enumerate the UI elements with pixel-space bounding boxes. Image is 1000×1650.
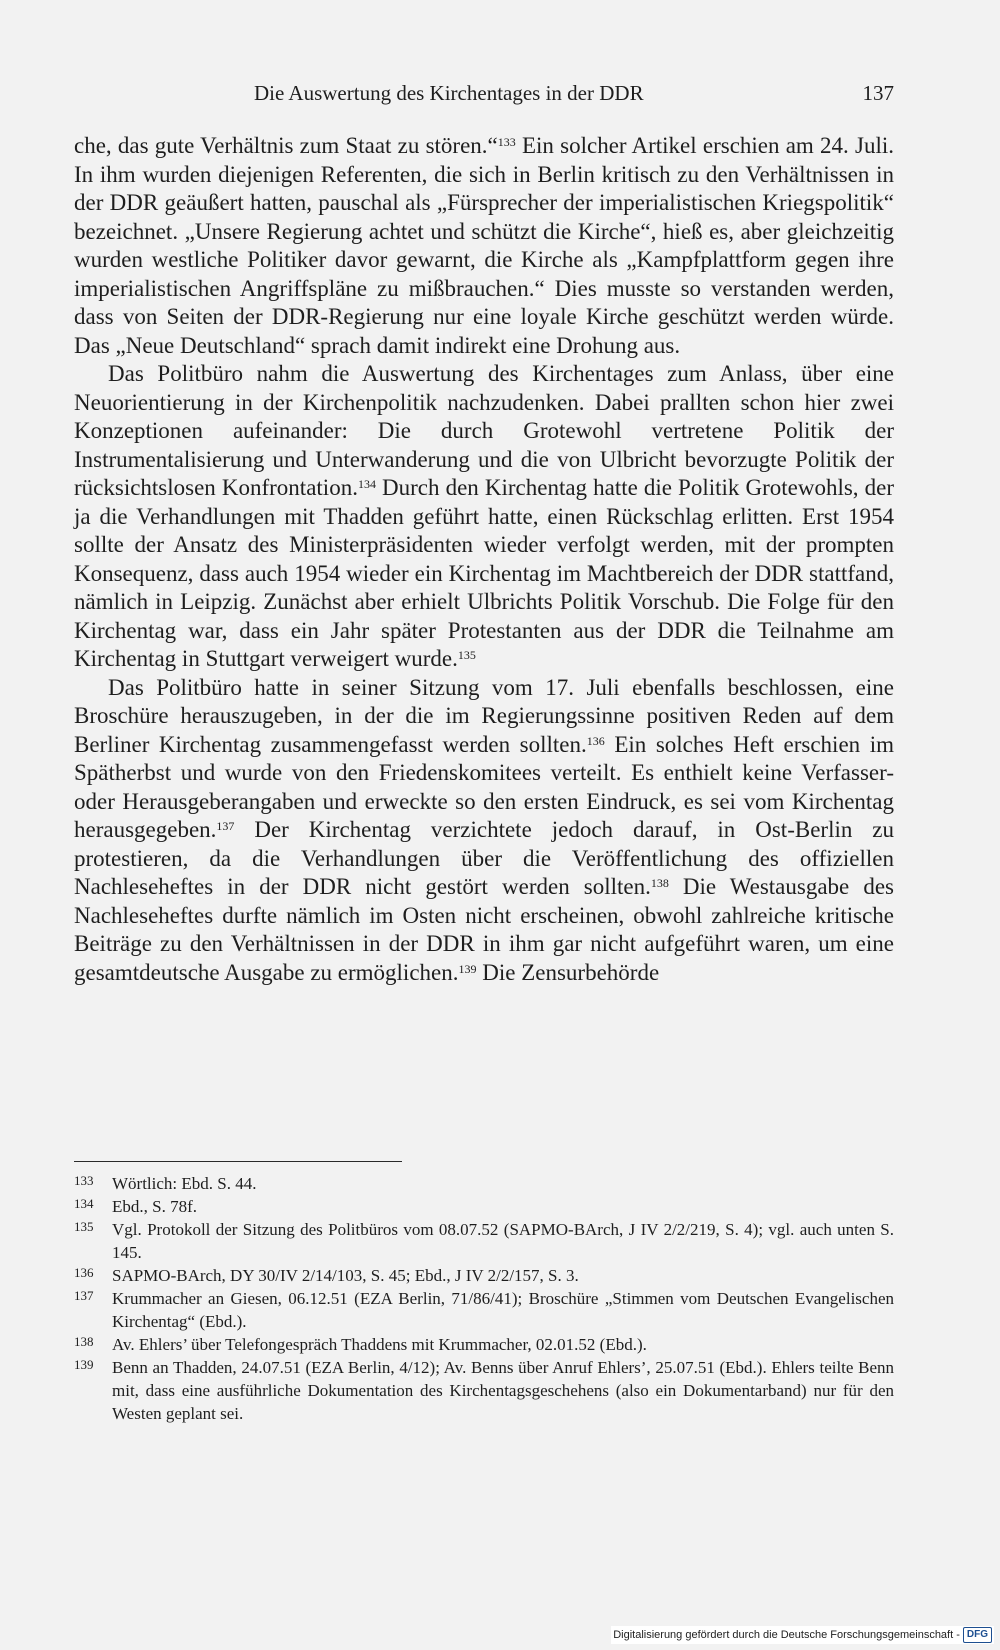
footnote-133 (74, 1172, 894, 1195)
paragraph-1-text-a: che, das gute Verhältnis zum Staat zu stören.“ (74, 133, 498, 158)
footnote-137 (74, 1287, 894, 1333)
footnote-number: 134 (74, 1196, 94, 1211)
page-number: 137 (862, 81, 894, 105)
footnote-number: 135 (74, 1219, 94, 1234)
paragraph-3-text-b: Ein solches Heft erschien im Spätherbst und wurde von den Friedenskomitees verteilt. Es enthielt keine Verfasser- oder Herausgeberangaben und erweckte so den ersten Eindruck, es sei vom Kirchentag herausgegeben. (74, 731, 894, 842)
footnote-134 (74, 1195, 894, 1218)
paragraph-3-text-c: Der Kirchentag verzichtete jedoch darauf, in Ost-Berlin zu protestieren, da die Verhandlungen über die Veröffentlichung des offiziellen Nachleseheftes in der DDR nicht gestört werden sollten. (74, 817, 894, 899)
paragraph-2-text-a: Das Politbüro nahm die Auswertung des Kirchentages zum Anlass, über eine Neuorientierung in der Kirchenpolitik nachzudenken. Dabei prallten schon hier zwei Konzeptionen aufeinander: Die durch Grotewohl vertretene Politik der Instrumentalisierung und Unterwanderung und die von Ulbricht bevorzugte Politik der rücksichtslosen Konfrontation. (74, 361, 894, 500)
footnote-text: Krummacher an Giesen, 06.12.51 (EZA Berlin, 71/86/41); Broschüre „Stimmen vom Deutschen Evangelischen Kirchentag“ (Ebd.). (112, 1289, 894, 1331)
footnote-ref-137: 137 (216, 819, 235, 833)
dfg-logo: DFG (963, 1627, 992, 1643)
footnote-number: 136 (74, 1265, 94, 1280)
footnote-ref-139: 139 (458, 961, 477, 976)
footnote-text: SAPMO-BArch, DY 30/IV 2/14/103, S. 45; Ebd., J IV 2/2/157, S. 3. (112, 1266, 579, 1285)
footnote-136 (74, 1264, 894, 1287)
paragraph-2-text-b: Durch den Kirchentag hatte die Politik Grotewohls, der ja die Verhandlungen mit Thadden geführt hatte, einen Rückschlag erlitten. Erst 1954 sollte der Ansatz des Ministerpräsidenten wieder verfolgt werden, mit der prompten Konsequenz, dass auch 1954 wieder ein Kirchentag im Machtbereich der DDR stattfand, nämlich in Leipzig. Zunächst aber erhielt Ulbrichts Politik Vorschub. Die Folge für den Kirchentag war, dass ein Jahr später Protestanten aus der DDR die Teilnahme am Kirchentag in Stuttgart verweigert wurde. (74, 475, 894, 671)
footnote-text: Benn an Thadden, 24.07.51 (EZA Berlin, 4/12); Av. Benns über Anruf Ehlers’, 25.07.51 (Ebd.). Ehlers teilte Benn mit, dass eine ausführliche Dokumentation des Kirchentagsgeschehens (also ein Dokumentarband) nur für den Westen geplant sei. (112, 1358, 894, 1423)
footnote-number: 133 (74, 1173, 94, 1188)
footnote-divider (74, 1161, 402, 1162)
running-head (74, 76, 894, 110)
paragraph-3-text-a: Das Politbüro hatte in seiner Sitzung vom 17. Juli ebenfalls beschlossen, eine Broschüre herauszugeben, in der die im Regierungssinne positiven Reden auf dem Berliner Kirchentag zusammengefasst werden sollten. (74, 674, 894, 757)
running-title: Die Auswertung des Kirchentages in der DDR (254, 81, 644, 105)
footnote-text: Wörtlich: Ebd. S. 44. (112, 1174, 257, 1193)
body-text (74, 132, 894, 987)
footnote-ref-135: 135 (457, 648, 476, 662)
footnote-ref-138: 138 (650, 876, 669, 890)
footnote-text: Av. Ehlers’ über Telefongespräch Thaddens mit Krummacher, 02.01.52 (Ebd.). (112, 1335, 647, 1354)
footnote-135 (74, 1218, 894, 1264)
digitization-credit-text: Digitalisierung gefördert durch die Deutsche Forschungsgemeinschaft - (613, 1629, 960, 1641)
footnote-ref-134: 134 (357, 477, 376, 491)
paragraph-1 (74, 132, 894, 360)
footnote-text: Vgl. Protokoll der Sitzung des Politbüros vom 08.07.52 (SAPMO-BArch, J IV 2/2/219, S. 4); vgl. auch unten S. 145. (112, 1220, 894, 1262)
footnote-number: 139 (74, 1357, 94, 1372)
paragraph-3 (74, 674, 894, 988)
footnote-number: 137 (74, 1288, 94, 1303)
paragraph-3-text-e: Die Zensurbehörde (476, 959, 660, 985)
footnote-ref-133: 133 (497, 135, 516, 149)
footnote-number: 138 (74, 1334, 94, 1349)
footnote-ref-136: 136 (586, 733, 605, 748)
footnote-text: Ebd., S. 78f. (112, 1197, 197, 1216)
footnote-139 (74, 1356, 894, 1425)
paragraph-2 (74, 360, 894, 674)
digitization-credit (611, 1626, 994, 1644)
footnote-138 (74, 1333, 894, 1356)
footnotes (74, 1172, 894, 1425)
paragraph-3-text-d: Die Westausgabe des Nachleseheftes durfte nämlich im Osten nicht erscheinen, obwohl zahlreiche kritische Beiträge zu den Verhältnissen in der DDR in ihm gar nicht aufgeführt waren, um eine gesamtdeutsche Ausgabe zu ermöglichen. (74, 874, 894, 985)
paragraph-1-text-b: Ein solcher Artikel erschien am 24. Juli. In ihm wurden diejenigen Referenten, die sich in Berlin kritisch zu den Verhältnissen in der DDR geäußert hatten, pauschal als „Fürsprecher der imperialistischen Kriegspolitik“ bezeichnet. „Unsere Regierung achtet und schützt die Kirche“, hieß es, aber gleichzeitig wurden westliche Politiker davor gewarnt, die Kirche als „Kampfplattform gegen ihre imperialistischen Angriffspläne zu mißbrauchen.“ Dies musste so verstanden werden, dass von Seiten der DDR-Regierung nur eine loyale Kirche geschützt werden würde. Das „Neue Deutschland“ sprach damit indirekt eine Drohung aus. (74, 133, 894, 358)
